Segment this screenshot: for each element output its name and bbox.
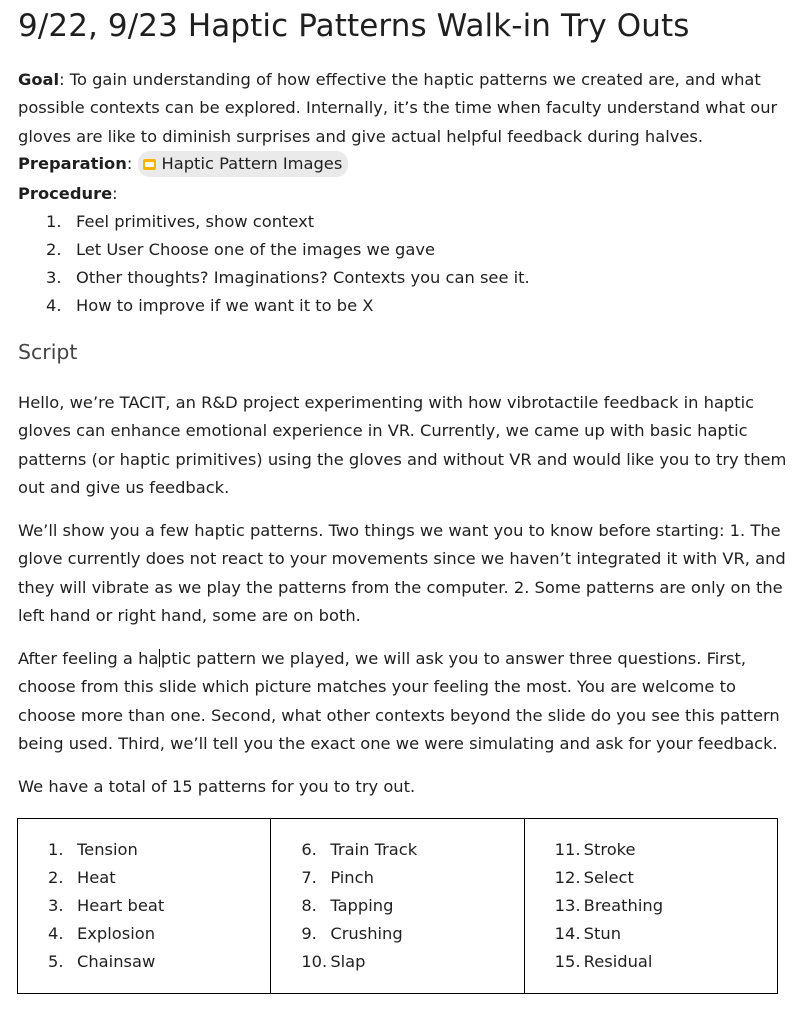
step-text: Other thoughts? Imaginations? Contexts you can see it. — [76, 268, 530, 287]
procedure-colon: : — [112, 184, 118, 203]
step-number: 2. — [46, 240, 62, 259]
pattern-name: Heart beat — [77, 896, 165, 915]
procedure-step — [46, 264, 530, 292]
pattern-number: 7. — [301, 868, 317, 887]
pattern-name: Chainsaw — [77, 952, 156, 971]
pattern-number: 6. — [301, 840, 317, 859]
script-paragraph-3[interactable] — [18, 645, 788, 758]
pattern-item — [301, 864, 523, 892]
pattern-item — [48, 836, 270, 864]
goal-label: Goal — [18, 70, 60, 89]
pattern-name: Explosion — [77, 924, 156, 943]
pattern-name: Residual — [583, 952, 653, 971]
pattern-name: Slap — [330, 952, 366, 971]
pattern-item — [555, 892, 777, 920]
pattern-item — [301, 892, 523, 920]
procedure-line — [18, 180, 788, 208]
chip-label: Haptic Pattern Images — [161, 154, 343, 173]
pattern-name: Heat — [77, 868, 116, 887]
pattern-name: Crushing — [330, 924, 403, 943]
patterns-column-1 — [18, 819, 271, 994]
pattern-number: 14. — [554, 924, 581, 943]
pattern-number: 13. — [554, 896, 581, 915]
pattern-name: Stun — [583, 924, 622, 943]
pattern-number: 4. — [48, 924, 64, 943]
pattern-item — [48, 948, 270, 976]
pattern-name: Train Track — [330, 840, 418, 859]
pattern-number: 12. — [554, 868, 581, 887]
goal-text: : To gain understanding of how effective the haptic patterns we created are, and what possible contexts can be explored. Internally, it’s the time when faculty understand what our gloves are like to diminish surprises and give actual helpful feedback during halves. — [18, 70, 778, 146]
procedure-step — [46, 208, 530, 236]
patterns-column-2 — [271, 819, 524, 994]
pattern-name: Breathing — [583, 896, 664, 915]
page-title: 9/22, 9/23 Haptic Patterns Walk-in Try Outs — [18, 8, 690, 44]
script-heading: Script — [18, 340, 78, 364]
procedure-step — [46, 292, 530, 320]
pattern-item — [48, 864, 270, 892]
preparation-line — [18, 150, 788, 178]
pattern-item — [555, 836, 777, 864]
step-number: 1. — [46, 212, 62, 231]
pattern-item — [555, 864, 777, 892]
step-text: Feel primitives, show context — [76, 212, 315, 231]
step-text: How to improve if we want it to be X — [76, 296, 374, 315]
procedure-label: Procedure — [18, 184, 113, 203]
pattern-item — [301, 948, 523, 976]
pattern-item — [48, 920, 270, 948]
patterns-table — [17, 818, 778, 994]
step-number: 3. — [46, 268, 62, 287]
pattern-item — [555, 920, 777, 948]
preparation-colon: : — [126, 154, 133, 173]
preparation-label: Preparation — [18, 154, 127, 173]
pattern-number: 10. — [301, 952, 328, 971]
pattern-number: 2. — [48, 868, 64, 887]
step-number: 4. — [46, 296, 62, 315]
pattern-item — [555, 948, 777, 976]
procedure-list — [46, 208, 530, 320]
pattern-item — [48, 892, 270, 920]
slides-icon — [143, 159, 156, 170]
script-paragraph-1: Hello, we’re TACIT, an R&D project experimenting with how vibrotactile feedback in haptic gloves can enhance emotional experience in VR. Currently, we came up with basic haptic patterns (or haptic primitives) using the gloves and without VR and would like you to try them out and give us feedback. — [18, 393, 787, 497]
pattern-name: Stroke — [583, 840, 636, 859]
goal-paragraph — [18, 66, 788, 151]
pattern-number: 9. — [301, 924, 317, 943]
step-text: Let User Choose one of the images we gave — [76, 240, 436, 259]
paragraph-text: ptic pattern we played, we will ask you to answer three questions. First, choose from this slide which picture matches your feeling the most. You are welcome to choose more than one. Second, what other contexts beyond the slide do you see this pattern being used. Third, we’ll tell you the exact one we were simulating and ask for your feedback. — [18, 649, 780, 753]
pattern-name: Tapping — [330, 896, 394, 915]
pattern-name: Pinch — [330, 868, 374, 887]
script-paragraph-4: We have a total of 15 patterns for you to try out. — [18, 777, 416, 796]
pattern-number: 1. — [48, 840, 64, 859]
pattern-number: 15. — [554, 952, 581, 971]
pattern-number: 8. — [301, 896, 317, 915]
script-paragraph-2: We’ll show you a few haptic patterns. Two things we want you to know before starting: 1. The glove currently does not react to your movements since we haven’t integrated it with VR, and they will vibrate as we play the patterns from the computer. 2. Some patterns are only on the left hand or right hand, some are on both. — [18, 521, 786, 625]
pattern-name: Tension — [77, 840, 138, 859]
pattern-name: Select — [583, 868, 634, 887]
patterns-column-3 — [524, 819, 777, 994]
pattern-item — [301, 836, 523, 864]
paragraph-text: After feeling a ha — [18, 649, 159, 668]
procedure-step — [46, 236, 530, 264]
pattern-number: 5. — [48, 952, 64, 971]
haptic-pattern-images-chip[interactable] — [138, 151, 349, 177]
pattern-number: 11. — [554, 840, 581, 859]
pattern-number: 3. — [48, 896, 64, 915]
pattern-item — [301, 920, 523, 948]
